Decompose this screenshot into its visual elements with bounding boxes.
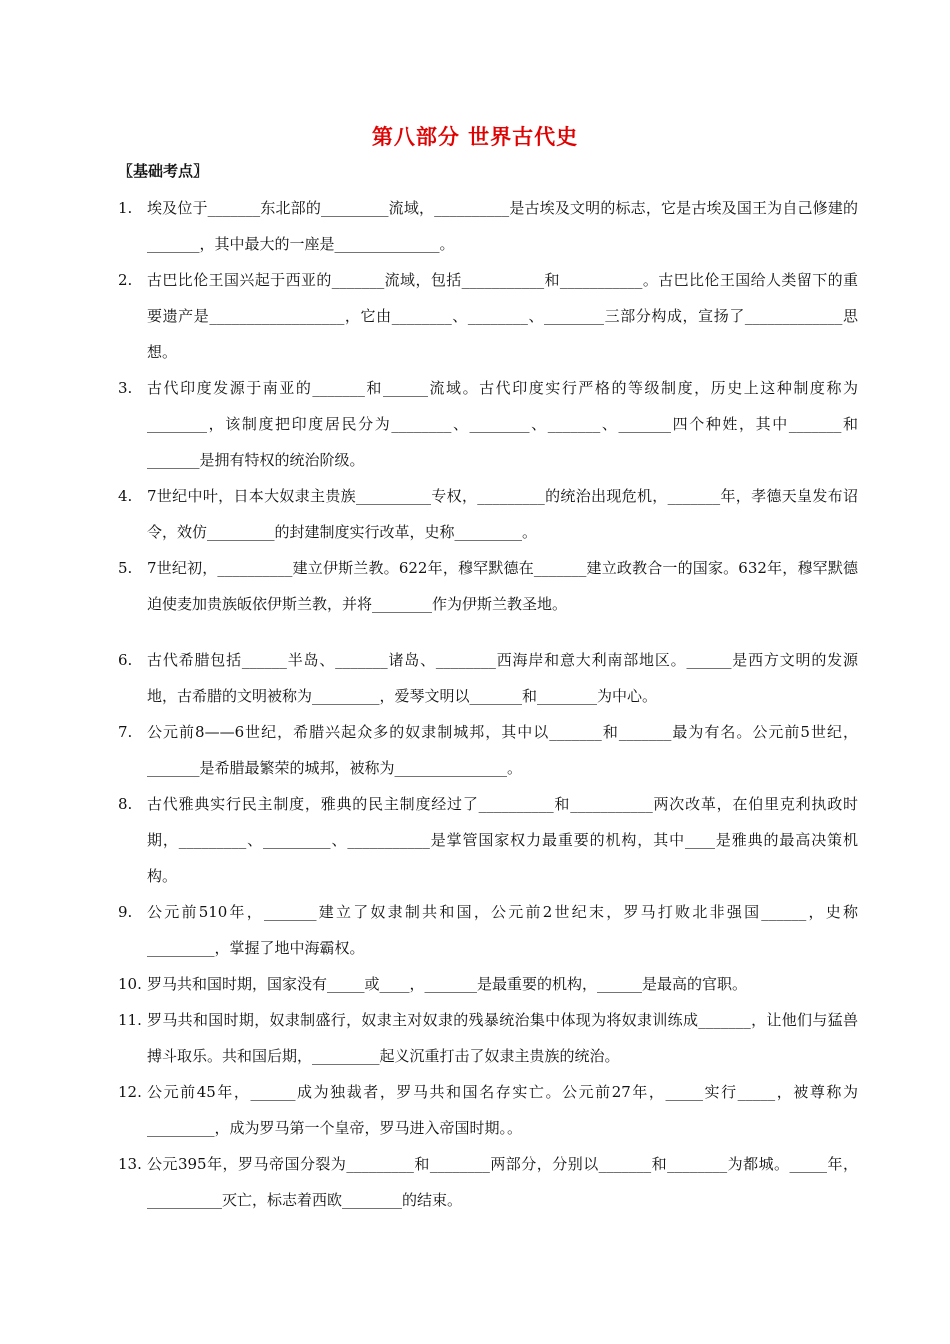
question-text: 公元前8——6世纪，希腊兴起众多的奴隶制城邦，其中以_______和_______最为有名。公元前5世纪，_______是希腊最繁荣的城邦，被称为_______________。 (147, 723, 858, 777)
question-item (118, 1074, 858, 1146)
question-item (118, 1146, 858, 1218)
section-label: 〖基础考点〗 (118, 162, 209, 180)
question-text: 7世纪中叶，日本大奴隶主贵族__________专权，_________的统治出现危机，_______年，孝德天皇发布诏令，效仿_________的封建制度实行改革，史称_________。 (147, 487, 858, 541)
question-list (118, 190, 858, 1218)
question-item (118, 642, 858, 714)
question-item (118, 262, 858, 370)
question-text: 古代印度发源于南亚的_______和______流域。古代印度实行严格的等级制度，历史上这种制度称为________，该制度把印度居民分为________、________、_______、_______四个种姓，其中_______和_______是拥有特权的统治阶级。 (147, 379, 858, 469)
question-number: 13. (118, 1155, 142, 1173)
question-text: 古代希腊包括______半岛、_______诸岛、________西海岸和意大利南部地区。______是西方文明的发源地，古希腊的文明被称为_________，爱琴文明以_______和________为中心。 (147, 651, 858, 705)
question-item (118, 370, 858, 478)
question-item (118, 966, 858, 1002)
question-number: 5. (118, 559, 133, 577)
question-number: 4. (118, 487, 133, 505)
question-text: 古巴比伦王国兴起于西亚的_______流域，包括___________和___________。古巴比伦王国给人类留下的重要遗产是__________________，它由________、________、________三部分构成，宣扬了_____________思想。 (147, 271, 858, 361)
question-number: 1. (118, 199, 133, 217)
question-item (118, 714, 858, 786)
question-number: 7. (118, 723, 133, 741)
question-number: 2. (118, 271, 133, 289)
question-item (118, 550, 858, 622)
question-text: 古代雅典实行民主制度，雅典的民主制度经过了__________和___________两次改革，在伯里克利执政时期，_________、_________、___________是掌管国家权力最重要的机构，其中____是雅典的最高决策机构。 (147, 795, 858, 885)
question-text: 7世纪初，__________建立伊斯兰教。622年，穆罕默德在_______建立政教合一的国家。632年，穆罕默德迫使麦加贵族皈依伊斯兰教，并将________作为伊斯兰教圣地。 (147, 559, 858, 613)
question-number: 11. (118, 1011, 142, 1029)
question-item (118, 478, 858, 550)
question-number: 9. (118, 903, 133, 921)
page-title: 第八部分 世界古代史 (371, 125, 579, 149)
question-item (118, 1002, 858, 1074)
question-number: 3. (118, 379, 133, 397)
question-number: 10. (118, 975, 142, 993)
question-text: 罗马共和国时期，奴隶制盛行，奴隶主对奴隶的残暴统治集中体现为将奴隶训练成_______，让他们与猛兽搏斗取乐。共和国后期，_________起义沉重打击了奴隶主贵族的统治。 (147, 1011, 858, 1065)
question-text: 埃及位于_______东北部的_________流域，__________是古埃及文明的标志，它是古埃及国王为自己修建的_______，其中最大的一座是______________。 (147, 199, 858, 253)
question-text: 罗马共和国时期，国家没有_____或____，_______是最重要的机构，______是最高的官职。 (147, 975, 748, 993)
question-item (118, 894, 858, 966)
question-number: 12. (118, 1083, 142, 1101)
question-text: 公元前45年，______成为独裁者，罗马共和国名存实亡。公元前27年，_____实行_____，被尊称为_________，成为罗马第一个皇帝，罗马进入帝国时期。。 (147, 1083, 858, 1137)
question-number: 6. (118, 651, 133, 669)
question-text: 公元前510年，_______建立了奴隶制共和国，公元前2世纪末，罗马打败北非强国______，史称_________，掌握了地中海霸权。 (147, 903, 858, 957)
question-number: 8. (118, 795, 133, 813)
question-text: 公元395年，罗马帝国分裂为_________和________两部分，分别以_______和________为都城。_____年，__________灭亡，标志着西欧________的结束。 (147, 1155, 858, 1209)
spacer (118, 622, 858, 642)
question-item (118, 786, 858, 894)
question-item (118, 190, 858, 262)
